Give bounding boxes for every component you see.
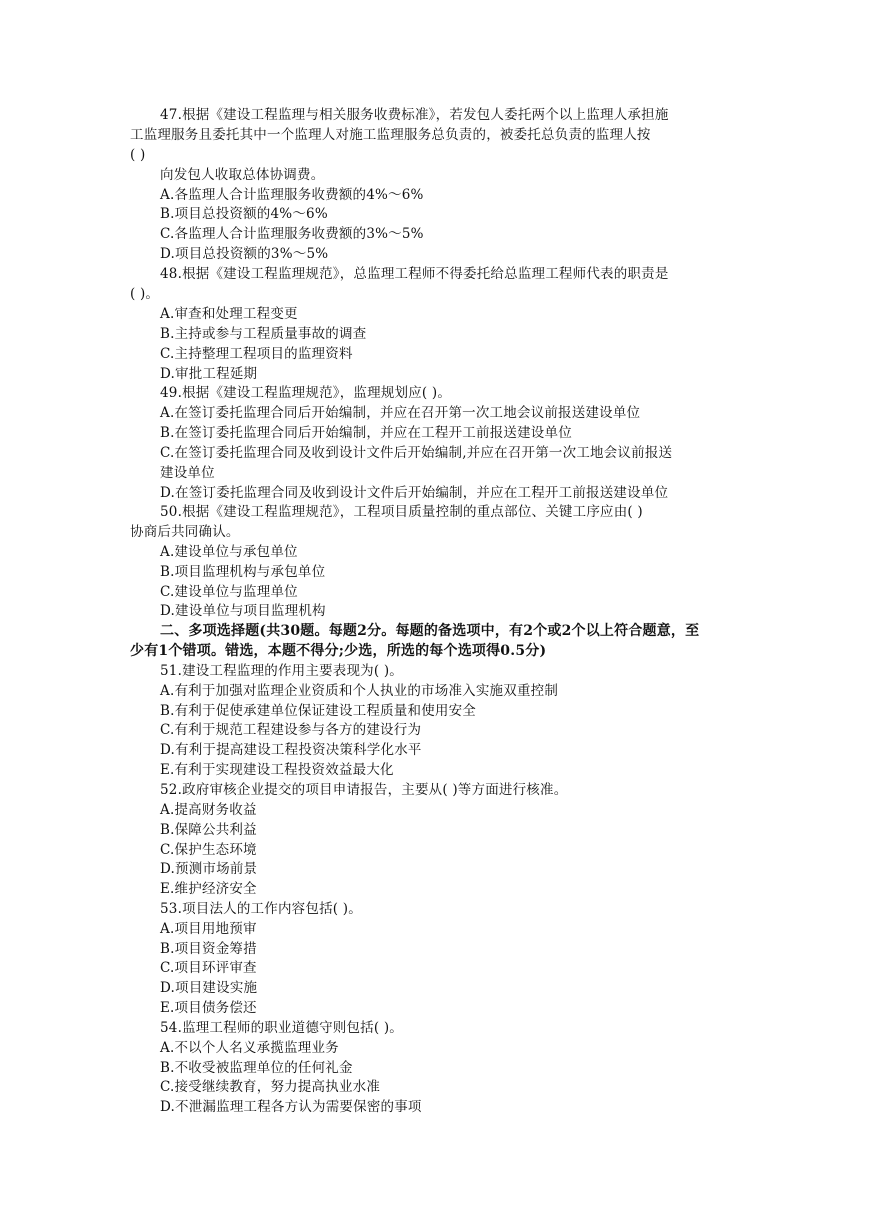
text-line: 49.根据《建设工程监理规范》，监理规划应( )。 <box>160 385 452 401</box>
text-line: E.有利于实现建设工程投资效益最大化 <box>160 762 394 778</box>
text-line: B.项目监理机构与承包单位 <box>160 564 326 580</box>
text-line: B.不收受被监理单位的任何礼金 <box>160 1060 353 1076</box>
text-line: 53.项目法人的工作内容包括( )。 <box>160 901 362 917</box>
text-line: C.在签订委托监理合同及收到设计文件后开始编制,并应在召开第一次工地会议前报送 <box>160 445 673 461</box>
text-line: A.在签订委托监理合同后开始编制，并应在召开第一次工地会议前报送建设单位 <box>160 405 641 421</box>
text-line: ( ) <box>130 147 146 163</box>
text-line: C.建设单位与监理单位 <box>160 584 298 600</box>
text-line: A.有利于加强对监理企业资质和个人执业的市场准入实施双重控制 <box>160 683 559 699</box>
text-line: B.有利于促使承建单位保证建设工程质量和使用安全 <box>160 703 477 719</box>
text-line: C.各监理人合计监理服务收费额的3%～5% <box>160 226 424 242</box>
text-line: A.审查和处理工程变更 <box>160 306 298 322</box>
text-line: 50.根据《建设工程监理规范》，工程项目质量控制的重点部位、关键工序应由( ) <box>160 504 643 520</box>
text-line: B.主持或参与工程质量事故的调查 <box>160 326 367 342</box>
text-line: C.接受继续教育，努力提高执业水准 <box>160 1079 381 1095</box>
text-line: A.提高财务收益 <box>160 802 257 818</box>
text-line: 48.根据《建设工程监理规范》，总监理工程师不得委托给总监理工程师代表的职责是 <box>160 266 669 282</box>
text-line: ( )。 <box>130 286 160 302</box>
text-line: D.在签订委托监理合同及收到设计文件后开始编制，并应在工程开工前报送建设单位 <box>160 485 669 501</box>
text-line: D.不泄漏监理工程各方认为需要保密的事项 <box>160 1099 422 1115</box>
text-line: B.项目总投资额的4%～6% <box>160 206 328 222</box>
text-line: A.项目用地预审 <box>160 921 257 937</box>
text-line: D.有利于提高建设工程投资决策科学化水平 <box>160 742 422 758</box>
text-line: D.审批工程延期 <box>160 366 258 382</box>
text-line: C.项目环评审查 <box>160 960 257 976</box>
text-line: B.项目资金筹措 <box>160 941 257 957</box>
text-line: B.保障公共利益 <box>160 822 257 838</box>
text-line: D.预测市场前景 <box>160 861 258 877</box>
text-line: 少有1个错项。错选，本题不得分;少选，所选的每个选项得0.5分) <box>130 643 547 659</box>
text-line: D.项目总投资额的3%～5% <box>160 246 329 262</box>
text-line: 建设单位 <box>160 465 215 481</box>
text-line: 向发包人收取总体协调费。 <box>160 167 325 183</box>
text-line: 工监理服务且委托其中一个监理人对施工监理服务总负责的，被委托总负责的监理人按 <box>130 127 651 143</box>
text-line: C.主持整理工程项目的监理资料 <box>160 346 353 362</box>
text-line: 协商后共同确认。 <box>130 524 240 540</box>
text-line: 54.监理工程师的职业道德守则包括( )。 <box>160 1020 403 1036</box>
text-line: C.有利于规范工程建设参与各方的建设行为 <box>160 722 422 738</box>
text-line: C.保护生态环境 <box>160 842 257 858</box>
text-line: D.建设单位与项目监理机构 <box>160 603 326 619</box>
text-line: 二、多项选择题(共30题。每题2分。每题的备选项中，有2个或2个以上符合题意，至 <box>160 623 700 639</box>
text-line: B.在签订委托监理合同后开始编制，并应在工程开工前报送建设单位 <box>160 425 572 441</box>
text-line: A.各监理人合计监理服务收费额的4%～6% <box>160 187 424 203</box>
text-line: 47.根据《建设工程监理与相关服务收费标准》，若发包人委托两个以上监理人承担施 <box>160 107 669 123</box>
text-line: A.不以个人名义承揽监理业务 <box>160 1040 339 1056</box>
text-line: 52.政府审核企业提交的项目申请报告，主要从( )等方面进行核准。 <box>160 782 568 798</box>
text-line: E.项目债务偿还 <box>160 1000 257 1016</box>
text-line: A.建设单位与承包单位 <box>160 544 298 560</box>
text-line: E.维护经济安全 <box>160 881 257 897</box>
text-line: 51.建设工程监理的作用主要表现为( )。 <box>160 663 403 679</box>
text-line: D.项目建设实施 <box>160 980 258 996</box>
